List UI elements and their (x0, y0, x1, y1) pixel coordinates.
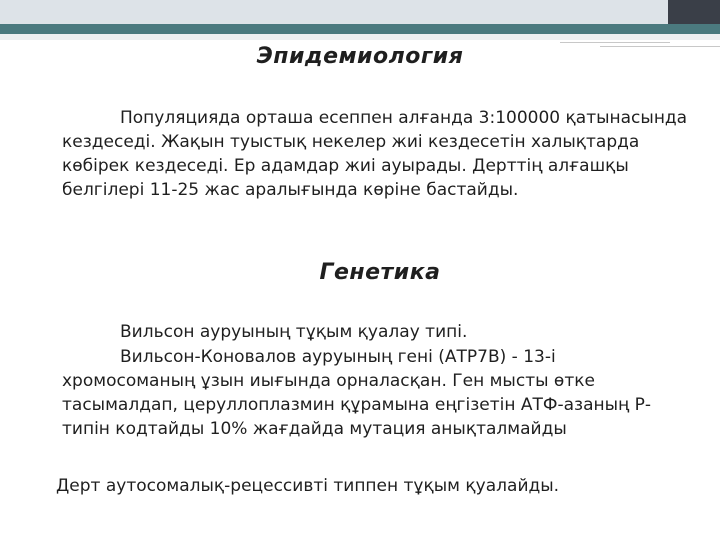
slide-title-genetics: Генетика (319, 260, 441, 285)
header-accent-stripe (0, 24, 720, 34)
header-band (0, 0, 720, 24)
header-accent-block (668, 0, 720, 24)
header-shadow-stripe (0, 34, 720, 40)
epidemiology-paragraph: Популяцияда орташа есеппен алғанда 3:100000 қатынасында кездеседі. Жақын туыстық некелер жиі кездесетін халықтарда көбірек кездеседі. Ер адамдар жиі ауырады. Дерттің алғашқы белгілері 11-25 жас аралығында көріне бастайды. (62, 108, 688, 200)
genetics-paragraph-conclusion: Дерт аутосомалық-рецессивті типпен тұқым қуалайды. (56, 476, 560, 496)
slide-title-epidemiology: Эпидемиология (256, 44, 464, 69)
decorative-line (560, 42, 670, 43)
genetics-paragraph-inheritance: Вильсон ауруының тұқым қуалау типі. (120, 322, 468, 342)
genetics-paragraph-gene: Вильсон-Коновалов ауруының гені (АТР7В) - 13-і хромосоманың ұзын иығында орналасқан. Ген мысты өтке тасымалдап, церуллоплазмин құрамына еңгізетін АТФ-азаның Р-типін кодтайды 10% жағдайда мутация анықталмайды (62, 347, 652, 439)
